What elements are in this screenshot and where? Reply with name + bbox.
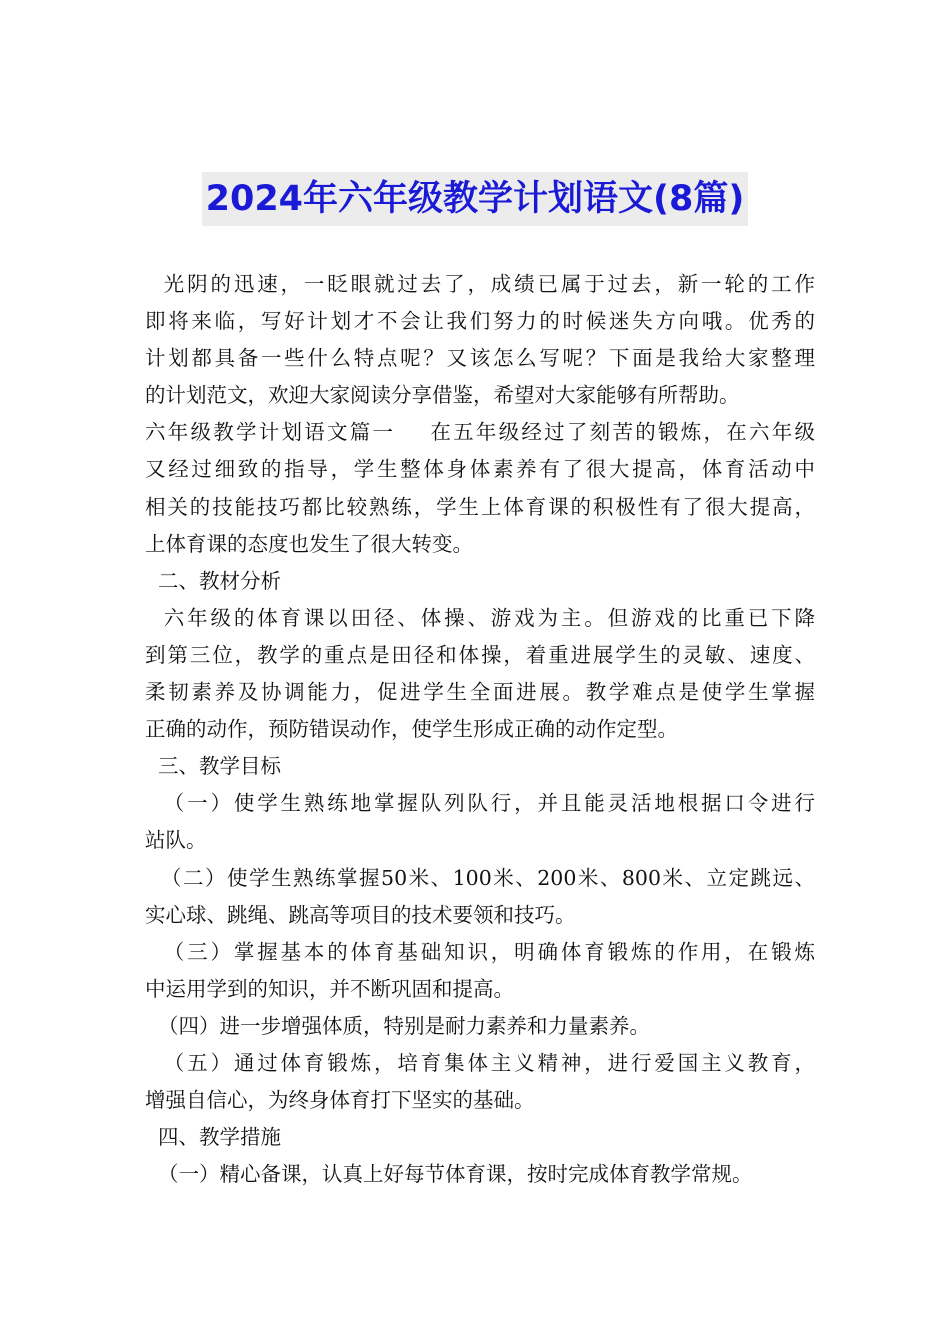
body-line: 上体育课的态度也发生了很大转变。 bbox=[145, 531, 473, 556]
body-line: 六年级教学计划语文篇一 在五年级经过了刻苦的锻炼，在六年级 bbox=[145, 420, 815, 445]
body-line: 到第三位，教学的重点是田径和体操，着重进展学生的灵敏、速度、 bbox=[145, 642, 815, 667]
body-line: 计划都具备一些什么特点呢？又该怎么写呢？下面是我给大家整理 bbox=[145, 346, 815, 371]
body-line: 三、教学目标 bbox=[145, 754, 282, 779]
body-line: （四）进一步增强体质，特别是耐力素养和力量素养。 bbox=[145, 1013, 651, 1038]
body-line: （一）精心备课，认真上好每节体育课，按时完成体育教学常规。 bbox=[145, 1162, 753, 1187]
document-body bbox=[145, 266, 815, 1193]
body-line: 增强自信心，为终身体育打下坚实的基础。 bbox=[145, 1088, 535, 1113]
body-line: 二、教材分析 bbox=[145, 568, 282, 593]
body-line: 相关的技能技巧都比较熟练，学生上体育课的积极性有了很大提高， bbox=[145, 494, 815, 519]
body-line: 正确的动作，预防错误动作，使学生形成正确的动作定型。 bbox=[145, 717, 678, 742]
body-line: 光阴的迅速，一眨眼就过去了，成绩已属于过去，新一轮的工作 bbox=[145, 272, 815, 296]
body-line: 中运用学到的知识，并不断巩固和提高。 bbox=[145, 976, 514, 1001]
body-line: 柔韧素养及协调能力，促进学生全面进展。教学难点是使学生掌握 bbox=[145, 680, 815, 705]
body-line: 又经过细致的指导，学生整体身体素养有了很大提高，体育活动中 bbox=[145, 457, 815, 482]
document-title: 2024年六年级教学计划语文(8篇) bbox=[202, 172, 749, 226]
body-line: 即将来临，写好计划才不会让我们努力的时候迷失方向哦。优秀的 bbox=[145, 309, 815, 334]
body-line: （三）掌握基本的体育基础知识，明确体育锻炼的作用，在锻炼 bbox=[145, 939, 815, 964]
title-container bbox=[0, 172, 950, 226]
body-line: （一）使学生熟练地掌握队列队行，并且能灵活地根据口令进行 bbox=[145, 791, 815, 816]
body-line: （二）使学生熟练掌握50米、100米、200米、800米、立定跳远、 bbox=[145, 865, 815, 890]
body-line: （五）通过体育锻炼，培育集体主义精神，进行爱国主义教育， bbox=[145, 1050, 815, 1075]
body-line: 的计划范文，欢迎大家阅读分享借鉴，希望对大家能够有所帮助。 bbox=[145, 383, 740, 408]
body-line: 站队。 bbox=[145, 828, 207, 853]
body-line: 四、教学措施 bbox=[145, 1125, 282, 1150]
body-line: 实心球、跳绳、跳高等项目的技术要领和技巧。 bbox=[145, 902, 576, 927]
body-line: 六年级的体育课以田径、体操、游戏为主。但游戏的比重已下降 bbox=[145, 605, 815, 630]
